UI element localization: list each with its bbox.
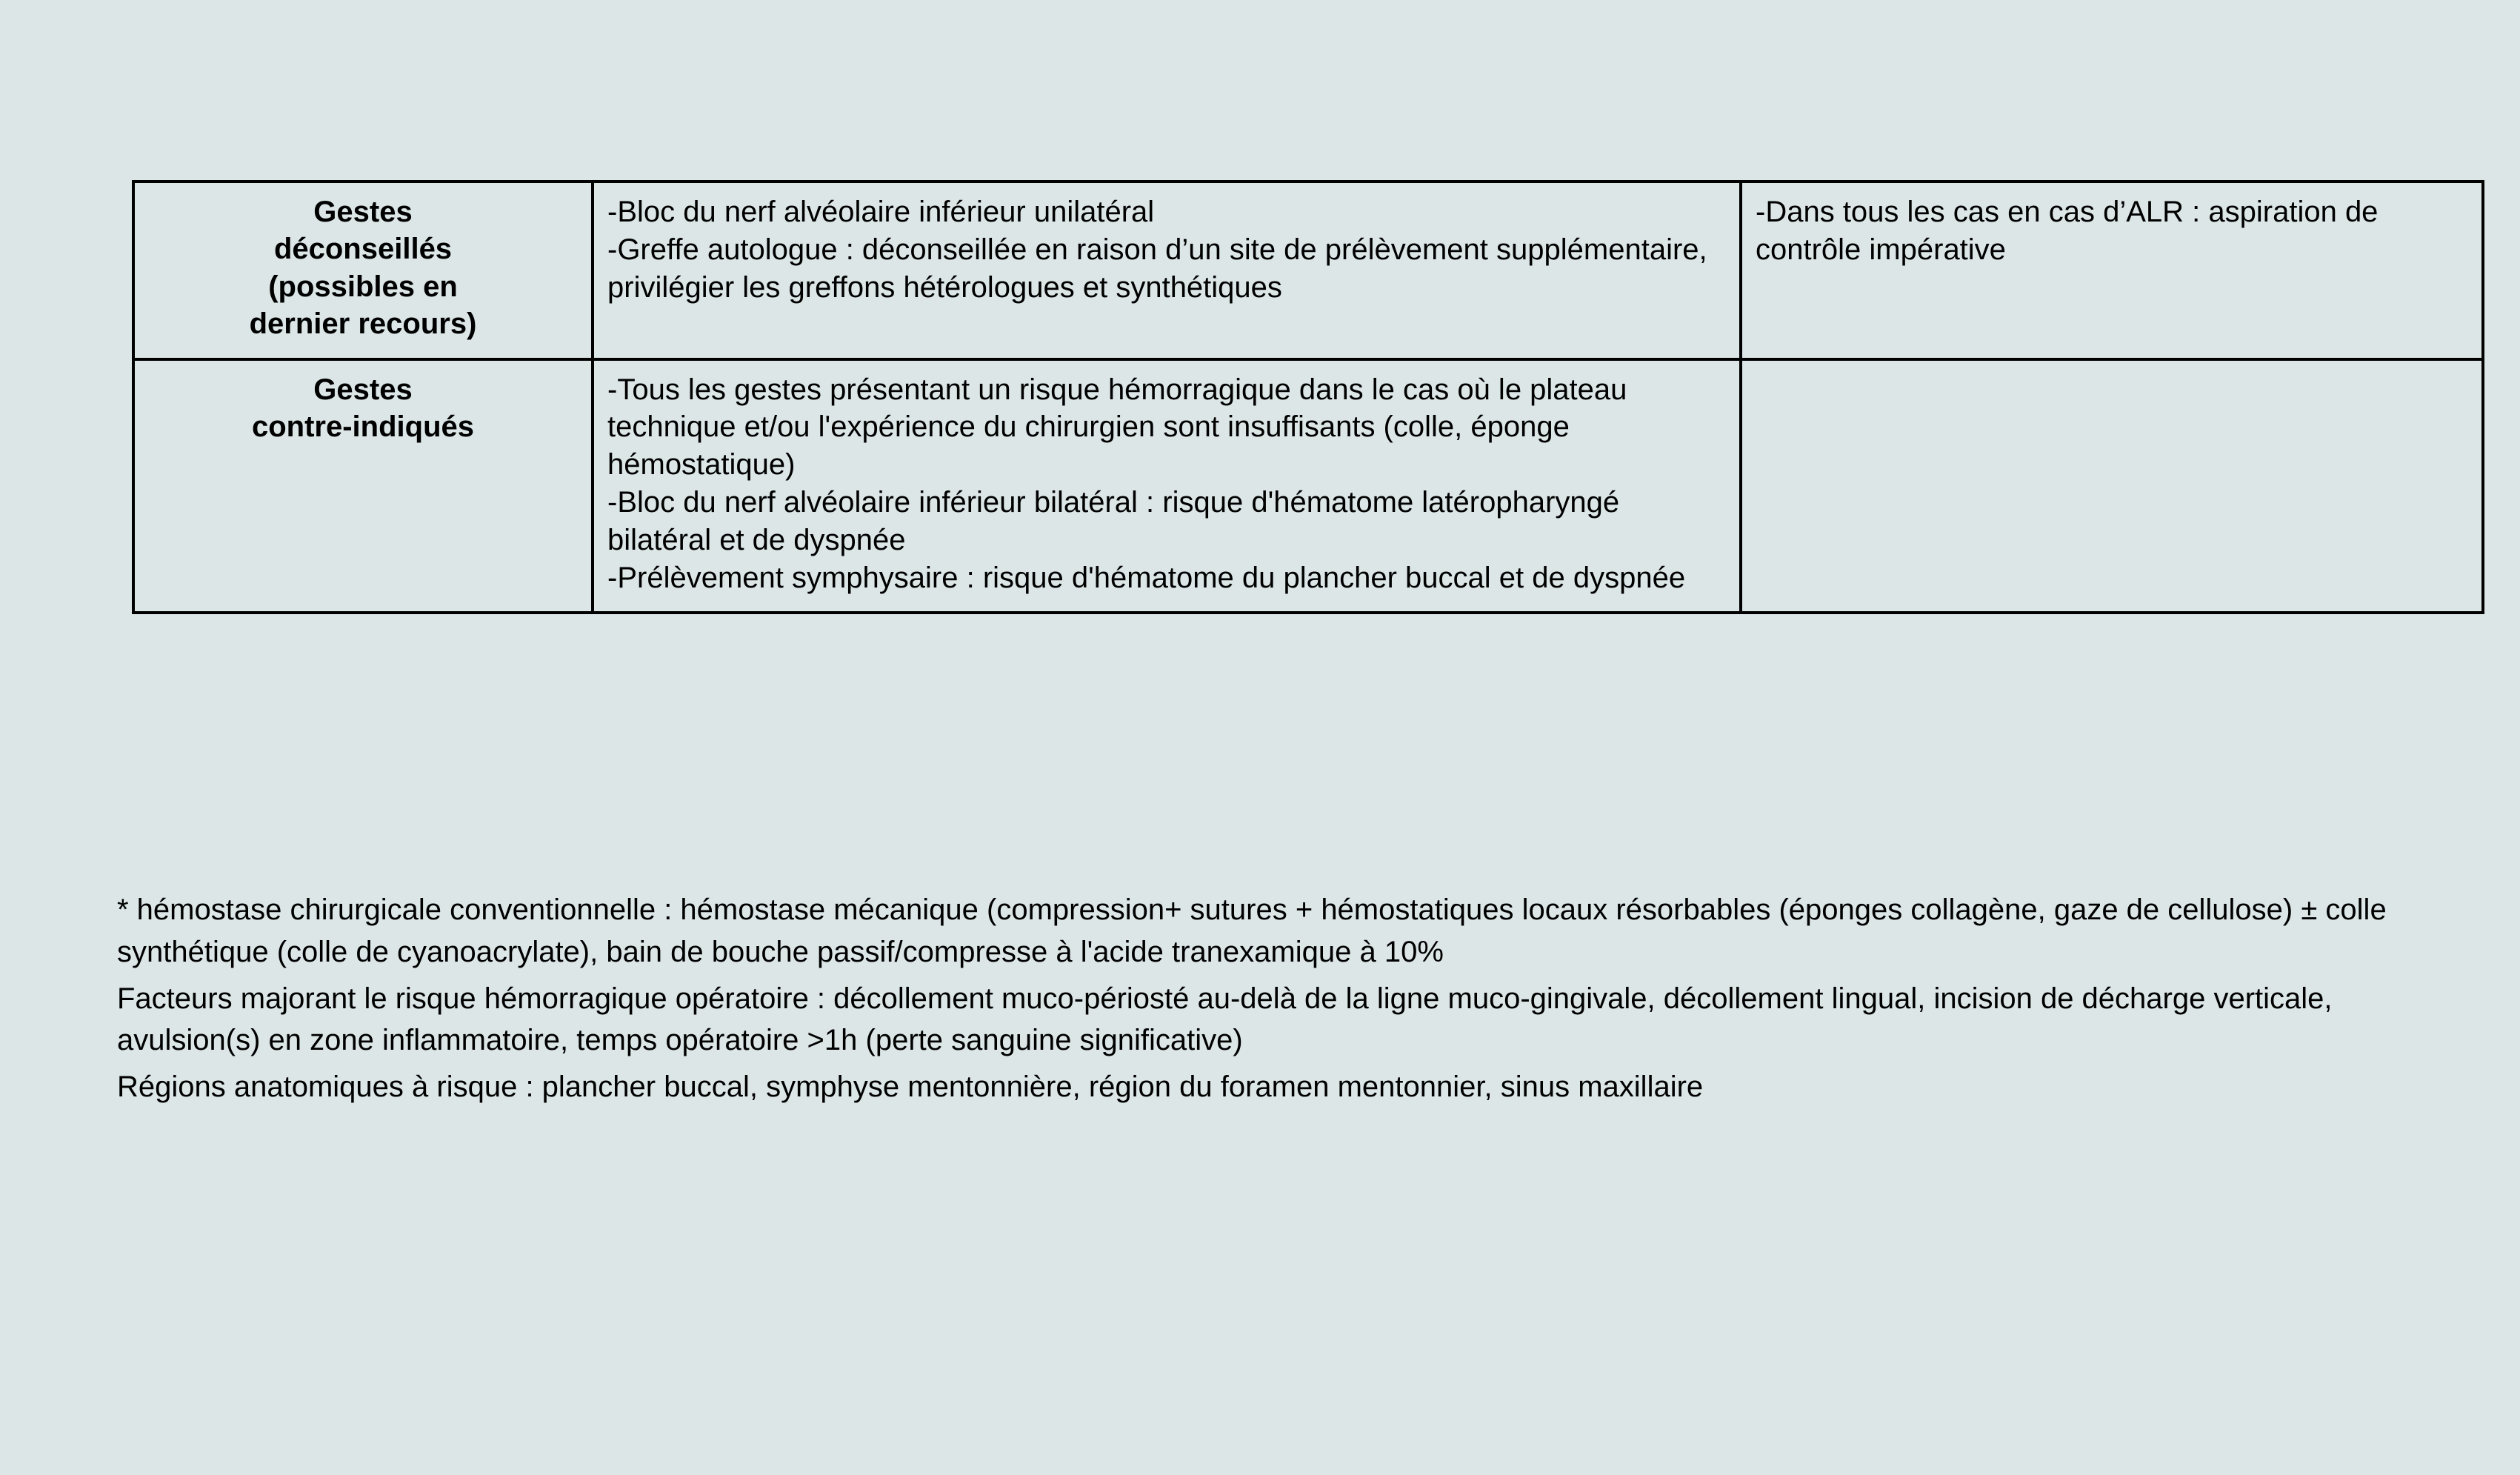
row-content-cell-gestes-contre-indiques	[593, 359, 1741, 613]
row-content-text: -Bloc du nerf alvéolaire inférieur unilatéral -Greffe autologue : déconseillée en raison d’un site de prélèvement supplémentaire, privilégier les greffons hétérologues et synthétiques	[607, 196, 1707, 304]
row-label-cell-gestes-deconseilles	[133, 182, 593, 359]
recommendations-table-container	[132, 180, 2393, 614]
footnote-hemostase: * hémostase chirurgicale conventionnelle : hémostase mécanique (compression+ sutures + hémostatiques locaux résorbables (éponges collagène, gaze de cellulose) ± colle synthétique (colle de cyanoacrylate), bain de bouche passif/compresse à l'acide tranexamique à 10%	[117, 893, 2387, 968]
row-label-cell-gestes-contre-indiques	[133, 359, 593, 613]
footnotes	[117, 889, 2428, 1113]
table-row	[133, 359, 2483, 613]
row-label-text: Gestes contre-indiqués	[251, 373, 475, 443]
row-content-cell-gestes-deconseilles	[593, 182, 1741, 359]
table-row	[133, 182, 2483, 359]
footnote-facteurs-majorants: Facteurs majorant le risque hémorragique opératoire : décollement muco-périosté au-delà de la ligne muco-gingivale, décollement lingual, incision de décharge verticale, avulsion(s) en zone inflammatoire, temps opératoire >1h (perte sanguine significative)	[117, 982, 2333, 1057]
row-label-text: Gestes déconseillés (possibles en dernier recours)	[249, 196, 477, 341]
row-notes-cell-gestes-deconseilles	[1741, 182, 2483, 359]
row-content-text: -Tous les gestes présentant un risque hémorragique dans le cas où le plateau technique et/ou l'expérience du chirurgien sont insuffisants (colle, éponge hémostatique) -Bloc du nerf alvéolaire inférieur bilatéral : risque d'hématome latéropharyngé bilatéral et de dyspnée -Prélèvement symphysaire : risque d'hématome du plancher buccal et de dyspnée	[607, 373, 1686, 594]
recommendations-table	[132, 180, 2484, 614]
row-notes-text: -Dans tous les cas en cas d’ALR : aspiration de contrôle impérative	[1756, 196, 2379, 266]
row-notes-cell-gestes-contre-indiques	[1741, 359, 2483, 613]
footnote-regions-a-risque: Régions anatomiques à risque : plancher buccal, symphyse mentonnière, région du foramen mentonnier, sinus maxillaire	[117, 1071, 1704, 1104]
